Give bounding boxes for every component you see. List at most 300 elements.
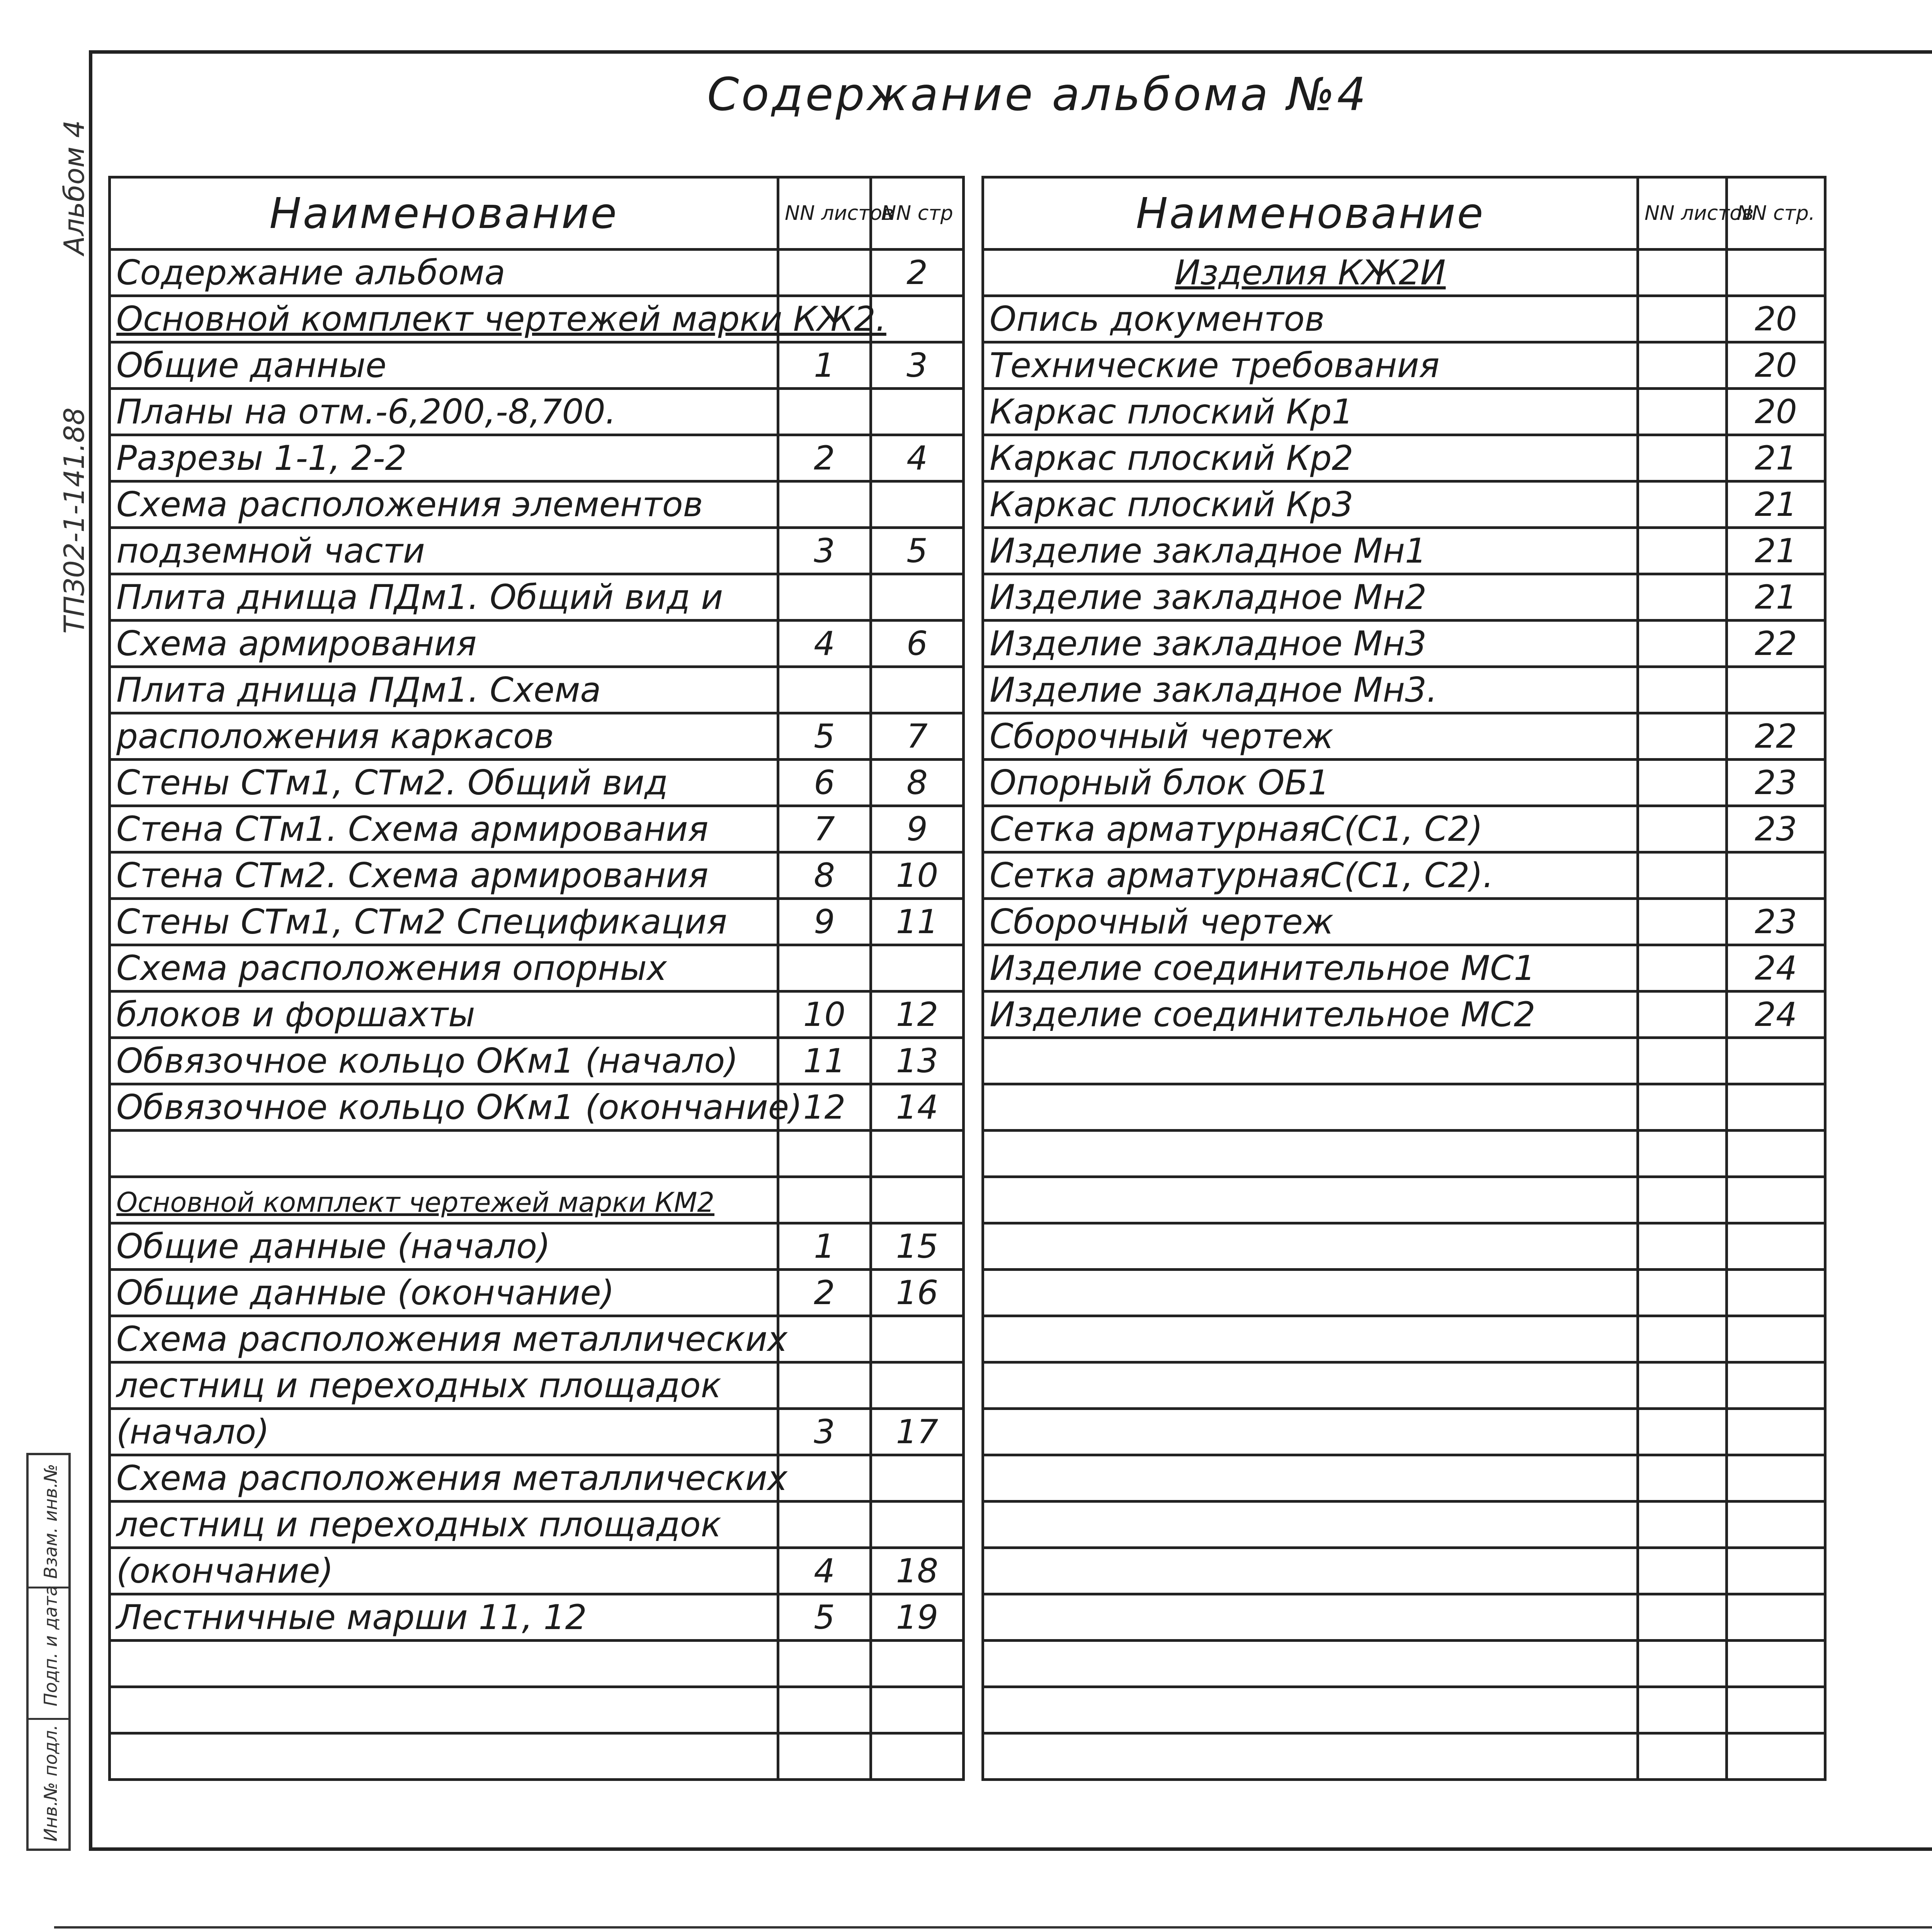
row-sheet-number [1638, 435, 1727, 481]
row-name-text: (окончание) [116, 1551, 333, 1591]
row-name-text: Изделие закладное Мн3 [990, 624, 1427, 663]
row-sheet-number: 9 [778, 899, 871, 945]
row-sheet-number [778, 1177, 871, 1223]
row-page-number: 21 [1727, 528, 1825, 574]
header-sheets: NN листов [778, 177, 871, 250]
row-name-text: Плита днища ПДм1. Общий вид и [116, 577, 723, 617]
row-sheet-number [778, 1131, 871, 1177]
row-name [983, 528, 1638, 574]
row-page-number: 7 [871, 713, 964, 760]
table-row [983, 1641, 1825, 1687]
row-sheet-number [1638, 1502, 1727, 1548]
row-sheet-number: 3 [778, 528, 871, 574]
row-page-number [1727, 852, 1825, 899]
row-sheet-number: 1 [778, 1223, 871, 1270]
row-sheet-number [1638, 1038, 1727, 1084]
row-name-text: Технические требования [990, 345, 1440, 385]
row-name [110, 621, 778, 667]
row-page-number [1727, 1455, 1825, 1502]
table-row [110, 296, 964, 342]
row-page-number: 21 [1727, 574, 1825, 621]
row-sheet-number: 8 [778, 852, 871, 899]
table-row [110, 1733, 964, 1780]
row-name-text: Основной комплект чертежей марки КЖ2. [116, 299, 886, 339]
row-name [110, 342, 778, 389]
row-name [110, 1038, 778, 1084]
row-sheet-number [778, 574, 871, 621]
row-sheet-number [1638, 528, 1727, 574]
row-name [110, 250, 778, 296]
row-name-text: Лестничные марши 11, 12 [116, 1597, 587, 1637]
row-name-text: блоков и форшахты [116, 995, 475, 1034]
row-sheet-number [1638, 992, 1727, 1038]
table-row [983, 1316, 1825, 1362]
right-contents-table [981, 176, 1827, 1781]
row-name [110, 296, 886, 342]
row-page-number [1727, 667, 1825, 713]
row-page-number: 12 [871, 992, 964, 1038]
left-contents-table [108, 176, 965, 1781]
row-sheet-number [1638, 852, 1727, 899]
row-sheet-number [1638, 1131, 1727, 1177]
row-page-number: 3 [871, 342, 964, 389]
row-sheet-number [778, 1455, 871, 1502]
row-sheet-number [1638, 1084, 1727, 1131]
table-row [110, 667, 964, 713]
row-sheet-number: 12 [778, 1084, 871, 1131]
row-page-number [871, 1455, 964, 1502]
row-sheet-number: 11 [778, 1038, 871, 1084]
row-sheet-number: 1 [778, 342, 871, 389]
row-page-number [1727, 1594, 1825, 1641]
table-row [983, 1131, 1825, 1177]
row-name [983, 760, 1638, 806]
row-sheet-number: 2 [778, 435, 871, 481]
row-page-number: 2 [871, 250, 964, 296]
row-sheet-number [1638, 1641, 1727, 1687]
table-row [110, 1316, 964, 1362]
row-name [110, 852, 778, 899]
table-row [110, 435, 964, 481]
row-sheet-number [1638, 1548, 1727, 1594]
row-page-number [871, 1502, 964, 1548]
table-row [983, 713, 1825, 760]
row-name-text: расположения каркасов [116, 716, 554, 756]
row-name [110, 1131, 778, 1177]
table-row [983, 1362, 1825, 1409]
table-row [110, 713, 964, 760]
table-row [110, 1177, 964, 1223]
row-name-text: Разрезы 1-1, 2-2 [116, 438, 407, 478]
row-sheet-number [1638, 250, 1727, 296]
table-row [110, 1409, 964, 1455]
row-page-number [871, 1733, 964, 1780]
table-row [983, 945, 1825, 992]
row-name [983, 435, 1638, 481]
header-name: Наименование [983, 177, 1638, 250]
row-name-text: Схема армирования [116, 624, 477, 663]
row-page-number [1727, 1687, 1825, 1733]
row-name [983, 713, 1638, 760]
row-name [110, 1177, 778, 1223]
table-row [110, 250, 964, 296]
table-row [983, 1733, 1825, 1780]
row-page-number: 22 [1727, 621, 1825, 667]
row-name [983, 1641, 1638, 1687]
row-name-text: Опись документов [990, 299, 1325, 339]
row-page-number: 8 [871, 760, 964, 806]
row-name [110, 481, 778, 528]
row-sheet-number [1638, 1733, 1727, 1780]
row-page-number [871, 574, 964, 621]
row-name-text: подземной части [116, 531, 425, 571]
table-row [983, 1409, 1825, 1455]
row-name-text: Стены СТм1, СТм2 Спецификация [116, 902, 727, 942]
row-sheet-number [1638, 1223, 1727, 1270]
table-header-row [110, 177, 964, 250]
row-page-number: 20 [1727, 296, 1825, 342]
table-row [983, 250, 1825, 296]
row-name [110, 1362, 778, 1409]
row-name [983, 992, 1638, 1038]
table-row [110, 1687, 964, 1733]
table-row [983, 435, 1825, 481]
table-row [110, 1038, 964, 1084]
row-page-number [871, 1316, 964, 1362]
table-row [110, 1362, 964, 1409]
row-sheet-number [1638, 389, 1727, 435]
row-sheet-number [1638, 1362, 1727, 1409]
row-sheet-number [1638, 1316, 1727, 1362]
row-name [110, 1687, 778, 1733]
row-name-text: лестниц и переходных площадок [116, 1366, 721, 1405]
row-name-text: Общие данные (начало) [116, 1226, 551, 1266]
table-row [983, 1594, 1825, 1641]
row-name [110, 1409, 778, 1455]
table-row [110, 899, 964, 945]
row-name [110, 992, 778, 1038]
row-name [110, 806, 778, 852]
row-sheet-number [1638, 574, 1727, 621]
row-sheet-number [1638, 621, 1727, 667]
row-name [983, 945, 1638, 992]
row-name [983, 1177, 1638, 1223]
row-name [983, 1131, 1638, 1177]
row-name [983, 1409, 1638, 1455]
table-row [983, 528, 1825, 574]
row-page-number [1727, 1641, 1825, 1687]
table-row [110, 852, 964, 899]
row-sheet-number [1638, 945, 1727, 992]
row-page-number: 21 [1727, 435, 1825, 481]
row-name-text: Обвязочное кольцо ОКм1 (окончание) [116, 1087, 803, 1127]
row-name [983, 1687, 1638, 1733]
row-sheet-number [1638, 342, 1727, 389]
row-name [983, 1594, 1638, 1641]
row-page-number [871, 1131, 964, 1177]
table-row [983, 1502, 1825, 1548]
table-row [983, 1177, 1825, 1223]
row-name-text: Стены СТм1, СТм2. Общий вид [116, 763, 668, 803]
row-page-number [1727, 1223, 1825, 1270]
row-page-number [1727, 1733, 1825, 1780]
row-page-number: 17 [871, 1409, 964, 1455]
row-name-text: Схема расположения металлических [116, 1319, 787, 1359]
row-sheet-number [778, 481, 871, 528]
row-name-text: лестниц и переходных площадок [116, 1505, 721, 1544]
table-row [983, 992, 1825, 1038]
row-name [110, 1270, 778, 1316]
table-row [983, 1038, 1825, 1084]
row-name [983, 1223, 1638, 1270]
row-name [983, 389, 1638, 435]
table-row [110, 1594, 964, 1641]
row-name-text: Каркас плоский Кр2 [990, 438, 1354, 478]
row-name-text: Каркас плоский Кр1 [990, 392, 1354, 432]
table-row [110, 1270, 964, 1316]
row-sheet-number: 3 [778, 1409, 871, 1455]
row-name [110, 899, 778, 945]
row-name-text: (начало) [116, 1412, 270, 1452]
row-sheet-number [778, 1316, 871, 1362]
table-row [110, 1223, 964, 1270]
row-name-text: Основной комплект чертежей марки КМ2 [116, 1187, 714, 1218]
row-sheet-number: 6 [778, 760, 871, 806]
row-name [983, 1502, 1638, 1548]
table-row [983, 389, 1825, 435]
row-page-number [1727, 1131, 1825, 1177]
row-sheet-number [1638, 1594, 1727, 1641]
table-row [983, 667, 1825, 713]
row-name [110, 1733, 778, 1780]
row-name-text: Схема расположения металлических [116, 1458, 787, 1498]
row-page-number [871, 481, 964, 528]
table-row [110, 481, 964, 528]
row-name-text: Схема расположения элементов [116, 485, 703, 524]
row-page-number: 13 [871, 1038, 964, 1084]
row-name [983, 1455, 1638, 1502]
row-name-text: Изделие закладное Мн2 [990, 577, 1427, 617]
row-name [110, 1084, 803, 1131]
side-stamp-divider [29, 1718, 68, 1720]
row-name-text: Каркас плоский Кр3 [990, 485, 1354, 524]
row-name [983, 1362, 1638, 1409]
row-page-number [1727, 1038, 1825, 1084]
row-name-text: Сборочный чертеж [990, 902, 1334, 942]
table-row [983, 1687, 1825, 1733]
row-sheet-number [1638, 713, 1727, 760]
row-page-number: 23 [1727, 760, 1825, 806]
table-row [110, 389, 964, 435]
row-page-number: 5 [871, 528, 964, 574]
row-page-number: 10 [871, 852, 964, 899]
row-name-text: Общие данные [116, 345, 387, 385]
table-row [983, 1270, 1825, 1316]
row-name-text: Сетка арматурнаяС(С1, С2). [990, 855, 1494, 895]
bottom-rule [54, 1926, 1932, 1929]
table-row [110, 528, 964, 574]
row-page-number: 22 [1727, 713, 1825, 760]
table-row [110, 1502, 964, 1548]
row-page-number [871, 1177, 964, 1223]
row-page-number [1727, 250, 1825, 296]
table-row [110, 1548, 964, 1594]
row-page-number: 20 [1727, 342, 1825, 389]
row-name-text: Общие данные (окончание) [116, 1273, 614, 1313]
row-sheet-number [1638, 1687, 1727, 1733]
row-name [983, 1084, 1638, 1131]
row-name [110, 435, 778, 481]
row-sheet-number [1638, 296, 1727, 342]
row-name-text: Изделие закладное Мн1 [990, 531, 1427, 571]
row-page-number: 16 [871, 1270, 964, 1316]
table-row [110, 574, 964, 621]
row-page-number [871, 389, 964, 435]
row-name-text: Сетка арматурнаяС(С1, С2) [990, 809, 1483, 849]
row-page-number [1727, 1084, 1825, 1131]
row-sheet-number [1638, 667, 1727, 713]
row-sheet-number [1638, 1270, 1727, 1316]
row-sheet-number [1638, 760, 1727, 806]
row-page-number [871, 1687, 964, 1733]
row-name-text: Планы на отм.-6,200,-8,700. [116, 392, 616, 432]
table-row [983, 760, 1825, 806]
row-name [110, 1455, 787, 1502]
row-name [983, 1316, 1638, 1362]
row-name [110, 667, 778, 713]
row-name [983, 667, 1638, 713]
row-name [983, 574, 1638, 621]
row-sheet-number: 7 [778, 806, 871, 852]
row-name [110, 574, 778, 621]
header-name: Наименование [110, 177, 778, 250]
row-name [110, 389, 778, 435]
header-sheets: NN листов [1638, 177, 1727, 250]
row-sheet-number [778, 1687, 871, 1733]
row-page-number: 23 [1727, 899, 1825, 945]
row-page-number: 15 [871, 1223, 964, 1270]
row-sheet-number: 4 [778, 621, 871, 667]
table-row [983, 1455, 1825, 1502]
row-name-text: Изделие соединительное МС1 [990, 948, 1536, 988]
row-sheet-number [1638, 1455, 1727, 1502]
row-sheet-number: 5 [778, 1594, 871, 1641]
table-row [110, 1131, 964, 1177]
row-name [110, 1641, 778, 1687]
table-row [983, 342, 1825, 389]
row-name-text: Изделие закладное Мн3. [990, 670, 1437, 710]
table-row [983, 1084, 1825, 1131]
row-page-number: 19 [871, 1594, 964, 1641]
row-name [983, 899, 1638, 945]
row-name [110, 528, 778, 574]
table-row [983, 621, 1825, 667]
row-name [110, 713, 778, 760]
row-name [983, 806, 1638, 852]
table-row [983, 1223, 1825, 1270]
row-sheet-number: 4 [778, 1548, 871, 1594]
row-page-number: 6 [871, 621, 964, 667]
row-name [110, 1316, 787, 1362]
row-page-number [1727, 1502, 1825, 1548]
row-name [983, 1038, 1638, 1084]
table-row [110, 1455, 964, 1502]
table-row [983, 296, 1825, 342]
row-page-number [871, 945, 964, 992]
table-row [110, 1084, 964, 1131]
table-row [110, 806, 964, 852]
row-page-number [1727, 1409, 1825, 1455]
side-stamp-label: Подп. и дата [40, 1585, 61, 1706]
table-row [110, 992, 964, 1038]
side-stamp-label: Инв.№ подл. [40, 1725, 61, 1842]
row-name [983, 1270, 1638, 1316]
row-page-number: 21 [1727, 481, 1825, 528]
row-name-text: Стена СТм2. Схема армирования [116, 855, 709, 895]
row-page-number [1727, 1177, 1825, 1223]
row-name [983, 481, 1638, 528]
table-row [110, 760, 964, 806]
row-sheet-number [1638, 899, 1727, 945]
row-sheet-number [778, 945, 871, 992]
row-page-number: 23 [1727, 806, 1825, 852]
row-sheet-number [778, 667, 871, 713]
row-sheet-number [778, 1733, 871, 1780]
row-sheet-number [1638, 1409, 1727, 1455]
table-row [983, 852, 1825, 899]
row-page-number: 11 [871, 899, 964, 945]
row-sheet-number: 2 [778, 1270, 871, 1316]
row-name [983, 1733, 1638, 1780]
row-sheet-number: 5 [778, 713, 871, 760]
row-page-number [1727, 1362, 1825, 1409]
table-row [110, 621, 964, 667]
row-sheet-number [1638, 806, 1727, 852]
row-page-number: 24 [1727, 945, 1825, 992]
row-name-text: Сборочный чертеж [990, 716, 1334, 756]
table-row [110, 945, 964, 992]
table-row [983, 899, 1825, 945]
table-row [983, 806, 1825, 852]
row-name [110, 945, 778, 992]
row-page-number: 14 [871, 1084, 964, 1131]
row-page-number [871, 1362, 964, 1409]
table-row [110, 342, 964, 389]
row-name [983, 250, 1638, 296]
album-label: Альбом 4 [58, 120, 90, 255]
row-name-text: Плита днища ПДм1. Схема [116, 670, 601, 710]
row-name-text: Содержание альбома [116, 253, 505, 293]
page-title: Содержание альбома №4 [707, 68, 1369, 121]
row-sheet-number: 10 [778, 992, 871, 1038]
row-page-number [1727, 1316, 1825, 1362]
row-sheet-number [778, 1362, 871, 1409]
row-page-number: 4 [871, 435, 964, 481]
row-name-text: Изделие соединительное МС2 [990, 995, 1536, 1034]
row-name [983, 621, 1638, 667]
header-pages: NN стр [871, 177, 964, 250]
row-page-number: 24 [1727, 992, 1825, 1038]
row-page-number: 9 [871, 806, 964, 852]
row-sheet-number [778, 1641, 871, 1687]
header-pages: NN стр. [1727, 177, 1825, 250]
row-page-number: 18 [871, 1548, 964, 1594]
document-code: ТПЗ02-1-141.88 [58, 407, 90, 634]
row-name [110, 1548, 778, 1594]
table-row [983, 1548, 1825, 1594]
row-name [110, 760, 778, 806]
row-name-text: Изделия КЖ2И [1175, 253, 1446, 293]
